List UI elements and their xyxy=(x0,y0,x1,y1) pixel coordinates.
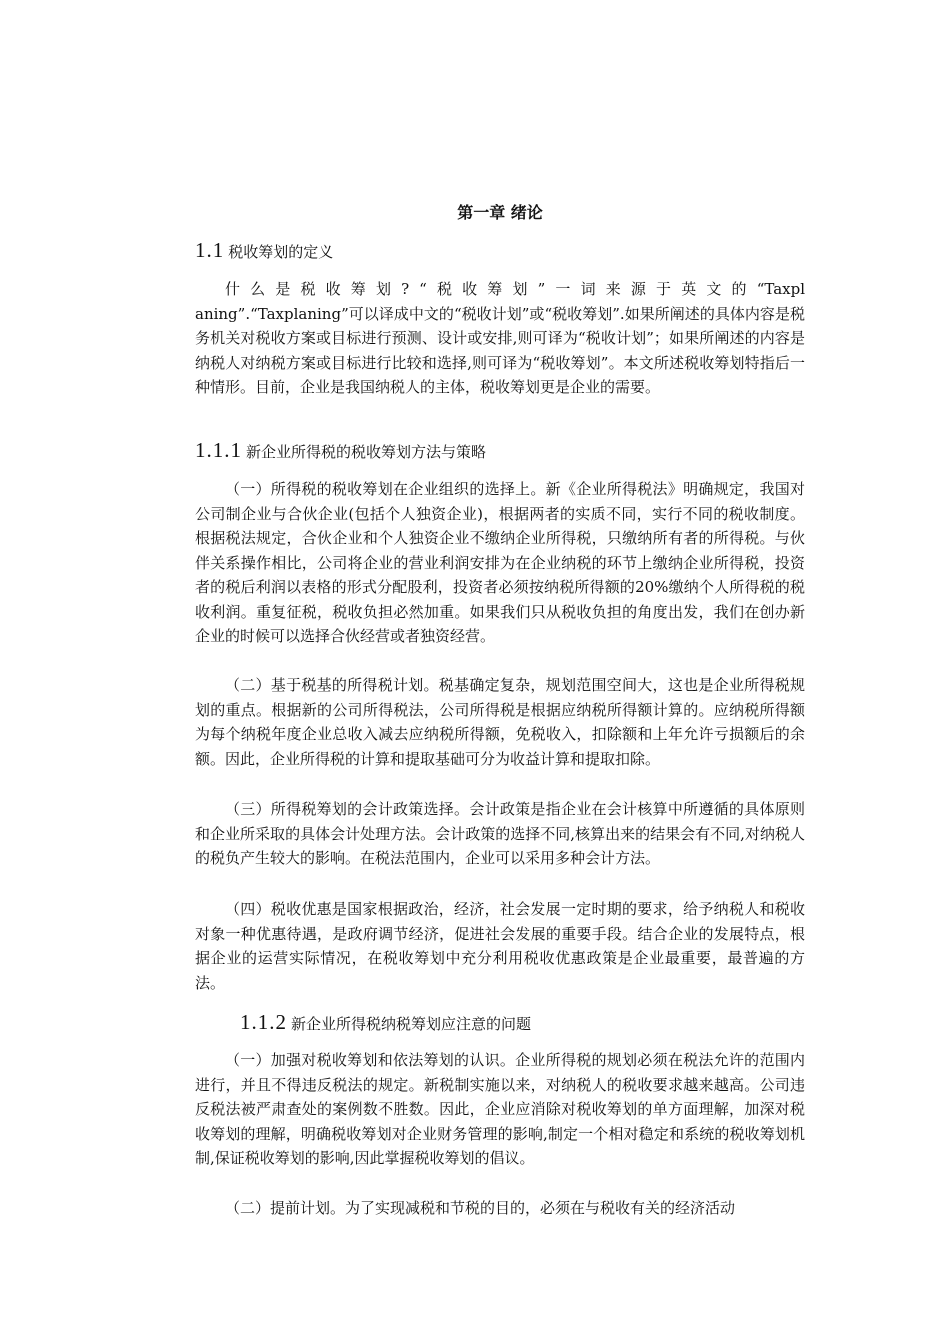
section-title: 税收筹划的定义 xyxy=(228,243,334,261)
section-title: 新企业所得税的税收筹划方法与策略 xyxy=(246,443,487,461)
section-heading-1-1-2 xyxy=(240,1010,531,1036)
section-heading-1-1 xyxy=(195,238,333,264)
section-number: 1.1 xyxy=(195,238,225,262)
paragraph-advance-plan: （二）提前计划。为了实现减税和节税的目的，必须在与税收有关的经济活动 xyxy=(225,1199,736,1217)
section-number: 1.1.2 xyxy=(240,1010,287,1034)
section-title: 新企业所得税纳税筹划应注意的问题 xyxy=(291,1015,532,1033)
paragraph-tax-base: （二）基于税基的所得税计划。税基确定复杂，规划范围空间大，这也是企业所得税规划的重点。根据新的公司所得税法，公司所得税是根据应纳税所得额计算的。应纳税所得额为每个纳税年度企业总收入减去应纳税所得额，免税收入，扣除额和上年允许亏损额后的余额。因此，企业所得税的计算和提取基础可分为收益计算和提取扣除。 xyxy=(195,676,805,768)
definition-paragraph-rest: “Taxplaning”.“Taxplaning”可以译成中文的“税收计划”或“税收筹划”.如果所阐述的具体内容是税务机关对税收方案或目标进行预测、设计或安排,则可译为“税收计划”；如果所阐述的内容是纳税人对纳税方案或目标进行比较和选择,则可译为“税收筹划”。本文所述税收筹划特指后一种情形。目前，企业是我国纳税人的主体，税收筹划更是企业的需要。 xyxy=(195,280,805,396)
chapter-title: 第一章 绪论 xyxy=(457,203,543,222)
definition-paragraph-line1: 什么是税收筹划?“税收筹划”一词来源于英文的 xyxy=(225,280,757,298)
definition-paragraph xyxy=(195,277,805,400)
paragraph-awareness: （一）加强对税收筹划和依法筹划的认识。企业所得税的规划必须在税法允许的范围内进行，并且不得违反税法的规定。新税制实施以来，对纳税人的税收要求越来越高。公司违反税法被严肃查处的案例数不胜数。因此，企业应消除对税收筹划的单方面理解，加深对税收筹划的理解，明确税收筹划对企业财务管理的影响,制定一个相对稳定和系统的税收筹划机制,保证税收筹划的影响,因此掌握税收筹划的倡议。 xyxy=(195,1051,805,1167)
paragraph-org-choice: （一）所得税的税收筹划在企业组织的选择上。新《企业所得税法》明确规定，我国对公司制企业与合伙企业(包括个人独资企业)，根据两者的实质不同，实行不同的税收制度。根据税法规定，合伙企业和个人独资企业不缴纳企业所得税，只缴纳所有者的所得税。与伙伴关系操作相比，公司将企业的营业利润安排为在企业纳税的环节上缴纳企业所得税，投资者的税后利润以表格的形式分配股利，投资者必须按纳税所得额的20%缴纳个人所得税的税收利润。重复征税，税收负担必然加重。如果我们只从税收负担的角度出发，我们在创办新企业的时候可以选择合伙经营或者独资经营。 xyxy=(195,480,805,645)
section-heading-1-1-1 xyxy=(195,438,486,464)
section-number: 1.1.1 xyxy=(195,438,242,462)
paragraph-tax-preference: （四）税收优惠是国家根据政治，经济，社会发展一定时期的要求，给予纳税人和税收对象一种优惠待遇，是政府调节经济，促进社会发展的重要手段。结合企业的发展特点，根据企业的运营实际情况，在税收筹划中充分利用税收优惠政策是企业最重要，最普遍的方法。 xyxy=(195,900,805,992)
paragraph-accounting-policy: （三）所得税筹划的会计政策选择。会计政策是指企业在会计核算中所遵循的具体原则和企业所采取的具体会计处理方法。会计政策的选择不同,核算出来的结果会有不同,对纳税人的税负产生较大的影响。在税法范围内，企业可以采用多种会计方法。 xyxy=(195,800,805,867)
